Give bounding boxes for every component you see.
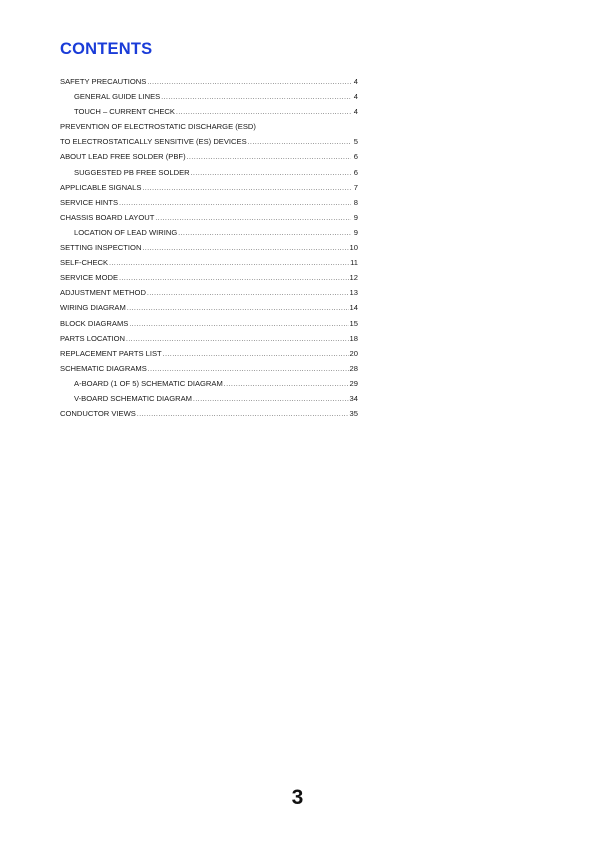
toc-entry-label: REPLACEMENT PARTS LIST [60, 348, 162, 358]
toc-entry[interactable] [60, 361, 358, 376]
toc-entry[interactable] [60, 331, 358, 346]
toc-dot-leader [109, 256, 349, 271]
page-title: CONTENTS [60, 40, 153, 58]
toc-entry-page: 34 [349, 393, 358, 403]
toc-entry[interactable] [60, 104, 358, 119]
toc-dot-leader [126, 332, 349, 347]
toc-entry-label: TO ELECTROSTATICALLY SENSITIVE (ES) DEVICES [60, 137, 247, 147]
toc-entry[interactable] [60, 391, 358, 406]
toc-entry-page: 4 [353, 77, 358, 86]
toc-entry-label: ADJUSTMENT METHOD [60, 288, 146, 298]
toc-dot-leader [193, 392, 349, 407]
toc-dot-leader [129, 317, 348, 332]
toc-entry-page: 8 [353, 197, 358, 207]
toc-entry-label: SETTING INSPECTION [60, 243, 142, 253]
toc-entry-label: SERVICE HINTS [60, 197, 119, 207]
toc-entry-page: 35 [349, 409, 358, 419]
toc-entry[interactable] [60, 74, 358, 89]
toc-entry-label: PARTS LOCATION [60, 333, 125, 343]
toc-entry-label: SUGGESTED PB FREE SOLDER [74, 167, 190, 177]
toc-dot-leader [187, 150, 351, 165]
toc-dot-leader [148, 362, 349, 377]
toc-entry-label: SCHEMATIC DIAGRAMS [60, 363, 147, 373]
toc-entry[interactable] [60, 316, 358, 331]
toc-entry[interactable] [60, 285, 358, 300]
toc-entry-page: 9 [353, 212, 358, 222]
toc-entry[interactable] [60, 134, 358, 149]
toc-entry[interactable] [60, 406, 358, 421]
toc-entry-page: 11 [350, 258, 358, 268]
toc-entry-label: PREVENTION OF ELECTROSTATIC DISCHARGE (ESD) [60, 122, 256, 132]
toc-entry-label: TOUCH – CURRENT CHECK [74, 107, 175, 117]
toc-entry-page: 6 [353, 152, 358, 162]
toc-entry-page: 14 [349, 303, 358, 313]
toc-entry-label: SAFETY PRECAUTIONS [60, 77, 147, 86]
toc-entry-page: 5 [353, 137, 358, 147]
toc-entry-label: V-BOARD SCHEMATIC DIAGRAM [74, 393, 192, 403]
toc-entry-label: BLOCK DIAGRAMS [60, 318, 129, 328]
toc-entry-label: A-BOARD (1 OF 5) SCHEMATIC DIAGRAM [74, 378, 223, 388]
toc-entry-label: CONDUCTOR VIEWS [60, 409, 136, 419]
toc-entry-page: 29 [349, 378, 358, 388]
toc-dot-leader [178, 226, 351, 241]
toc-entry-label: CHASSIS BOARD LAYOUT [60, 212, 155, 222]
toc-dot-leader [224, 377, 349, 392]
toc-entry-page: 6 [353, 167, 358, 177]
toc-dot-leader [147, 286, 349, 301]
toc-dot-leader [142, 181, 351, 196]
toc-entry[interactable] [60, 225, 358, 240]
toc-entry-label: LOCATION OF LEAD WIRING [74, 227, 178, 237]
toc-entry-page: 10 [349, 243, 358, 253]
toc-entry-label: GENERAL GUIDE LINES [74, 92, 161, 102]
toc-entry[interactable] [60, 210, 358, 225]
toc-entry-page: 12 [349, 273, 358, 283]
page-number: 3 [291, 786, 304, 809]
toc-dot-leader [155, 211, 351, 226]
toc-entry-label: APPLICABLE SIGNALS [60, 182, 142, 192]
toc-entry[interactable] [60, 300, 358, 315]
toc-entry-label: ABOUT LEAD FREE SOLDER (PBF) [60, 152, 186, 162]
toc-entry-page: 4 [353, 92, 358, 102]
toc-dot-leader [147, 75, 351, 90]
toc-entry[interactable] [60, 270, 358, 285]
toc-dot-leader [119, 271, 348, 286]
toc-entry-page: 4 [353, 107, 358, 117]
toc-entry-label: SERVICE MODE [60, 273, 119, 283]
toc-entry[interactable] [60, 119, 358, 134]
toc-entry[interactable] [60, 195, 358, 210]
toc-entry-label: WIRING DIAGRAM [60, 303, 126, 313]
toc-entry-label: SELF-CHECK [60, 258, 109, 268]
toc-dot-leader [163, 347, 349, 362]
table-of-contents [60, 74, 358, 421]
toc-entry-page: 15 [349, 318, 358, 328]
toc-dot-leader [127, 301, 349, 316]
toc-dot-leader [142, 241, 348, 256]
toc-dot-leader [137, 407, 349, 422]
toc-entry-page: 20 [349, 348, 358, 358]
toc-dot-leader [191, 166, 351, 181]
toc-dot-leader [176, 105, 351, 120]
toc-entry[interactable] [60, 89, 358, 104]
toc-entry-page: 28 [349, 363, 358, 373]
toc-entry-page: 7 [353, 182, 358, 192]
toc-entry[interactable] [60, 240, 358, 255]
toc-entry[interactable] [60, 165, 358, 180]
toc-entry[interactable] [60, 180, 358, 195]
toc-entry-page: 9 [353, 227, 358, 237]
toc-entry-page: 18 [349, 333, 358, 343]
toc-entry-page: 13 [349, 288, 358, 298]
toc-dot-leader [161, 90, 351, 105]
toc-dot-leader [119, 196, 351, 211]
toc-entry[interactable] [60, 376, 358, 391]
toc-dot-leader [248, 135, 351, 150]
toc-entry[interactable] [60, 255, 358, 270]
toc-entry[interactable] [60, 346, 358, 361]
toc-entry[interactable] [60, 149, 358, 164]
